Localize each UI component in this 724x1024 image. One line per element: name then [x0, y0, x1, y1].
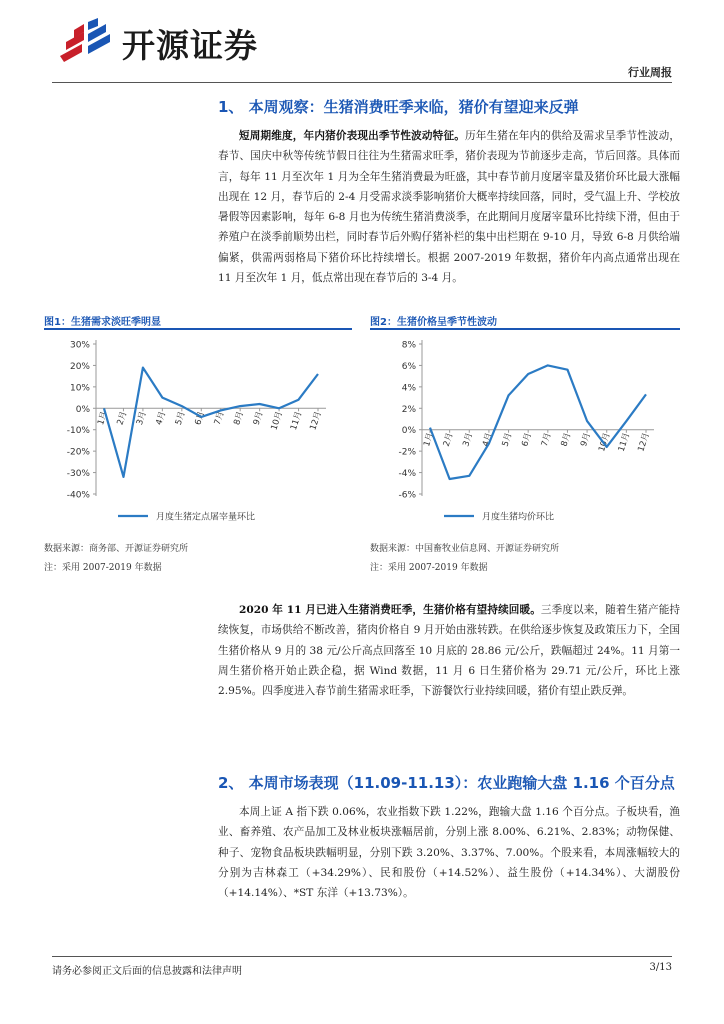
x-tick-label: 12月 [308, 410, 324, 432]
section1-paragraph1 [218, 126, 680, 288]
section1-p2-lead: 2020 年 11 月已进入生猪消费旺季，生猪价格有望持续回暖。 [239, 604, 541, 616]
y-tick-label: 10% [69, 383, 90, 394]
y-tick-label: -6% [398, 490, 416, 501]
x-tick-label: 8月 [559, 431, 574, 448]
section2-title: 2、 本周市场表现（11.09-11.13）：农业跑输大盘 1.16 个百分点 [218, 774, 675, 792]
x-tick-label: 7月 [212, 410, 227, 427]
x-tick-label: 2月 [115, 410, 130, 427]
y-tick-label: -10% [66, 426, 90, 437]
figure2-note: 注：采用 2007-2019 年数据 [370, 563, 488, 573]
x-tick-label: 10月 [597, 431, 613, 454]
figure1-caption: 图1：生猪需求淡旺季明显 [44, 317, 161, 328]
footer-disclaimer: 请务必参阅正文后面的信息披露和法律声明 [52, 966, 242, 977]
y-tick-label: 6% [401, 361, 416, 372]
series-line [430, 365, 646, 479]
y-tick-label: 4% [401, 383, 416, 394]
x-tick-label: 6月 [520, 431, 535, 448]
figure2-caption: 图2：生猪价格呈季节性波动 [370, 317, 497, 328]
x-tick-label: 5月 [500, 431, 515, 448]
x-tick-label: 4月 [480, 431, 495, 448]
x-tick-label: 2月 [441, 431, 456, 448]
y-tick-label: 0% [401, 426, 416, 437]
y-tick-label: -40% [66, 490, 90, 501]
y-tick-label: -20% [66, 447, 90, 458]
legend-label: 月度生猪定点屠宰量环比 [156, 512, 256, 523]
footer-divider [52, 956, 672, 957]
figure1-note: 注：采用 2007-2019 年数据 [44, 563, 162, 573]
section1-title: 1、 本周观察：生猪消费旺季来临，猪价有望迎来反弹 [218, 98, 579, 116]
y-tick-label: 8% [401, 340, 416, 351]
x-tick-label: 11月 [288, 410, 305, 432]
figure1-source: 数据来源：商务部、开源证券研究所 [44, 544, 189, 554]
x-tick-label: 5月 [173, 410, 188, 427]
y-tick-label: 0% [75, 404, 90, 415]
x-tick-label: 10月 [269, 410, 285, 432]
x-tick-label: 12月 [636, 431, 652, 454]
x-tick-label: 8月 [232, 410, 247, 427]
section1-p1-body: 历年生猪在年内的供给及需求呈季节性波动，春节、国庆中秋等传统节假日往往为生猪需求旺季，猪价表现为节前逐步走高，节后回落。具体而言，每年 11 月至次年 1 月为全年生猪消费最为旺盛，其中春节前月度屠宰量及猪价环比最大涨幅出现在 12 月，春节后的 2-4 月受需求淡季影响猪价大概率持续回落，同时，受气温上升、学校放暑假等因素影响，每年 6-8 月也为传统生猪消费淡季，在此期间月度屠宰量环比持续下滑，但由于养殖户在淡季前顺势出栏，同时春节后外购仔猪补栏的集中出栏期在 9-10 月，导致 6-8 月供给端偏紧，供需两弱格局下猪价环比持续增长。根据 2007-2019 年数据，猪价年内高点通常出现在 11 月至次年 1 月，低点常出现在春节后的 3-4 月。 [218, 130, 681, 285]
section1-p1-lead: 短周期维度，年内猪价表现出季节性波动特征。 [239, 130, 465, 142]
y-tick-label: -4% [398, 469, 416, 480]
x-tick-label: 1月 [96, 410, 110, 427]
x-tick-label: 11月 [616, 431, 633, 454]
y-tick-label: -30% [66, 469, 90, 480]
company-logo [60, 18, 116, 62]
x-tick-label: 1月 [422, 431, 436, 448]
figure1-rule [44, 328, 352, 330]
section2-paragraph1: 本周上证 A 指下跌 0.06%，农业指数下跌 1.22%，跑输大盘 1.16 个百分点。子板块看，渔业、畜养殖、农产品加工及林业板块涨幅居前，分别上涨 8.00%、6.21%、2.83%；动物保健、种子、宠物食品板块跌幅明显，分别下跌 3.20%、3.37%、7.00%。个股来看，本周涨幅较大的分别为吉林森工（+34.29%）、民和股份（+14.52%）、益生股份（+14.34%）、大湖股份（+14.14%）、*ST 东洋（+13.73%）。 [218, 806, 680, 900]
y-tick-label: 30% [69, 340, 90, 351]
header-divider [52, 82, 672, 83]
y-tick-label: 2% [401, 404, 416, 415]
x-tick-label: 3月 [134, 410, 149, 427]
x-tick-label: 9月 [251, 410, 266, 427]
y-tick-label: -2% [398, 447, 416, 458]
legend-label: 月度生猪均价环比 [482, 512, 555, 523]
page-number: 3/13 [649, 962, 672, 973]
figure2-rule [370, 328, 680, 330]
section1-paragraph2 [218, 600, 680, 701]
section1-p2-body: 三季度以来，随着生猪产能持续恢复，市场供给不断改善，猪肉价格自 9 月开始由涨转跌。在供给逐步恢复及政策压力下，全国生猪价格从 9 月的 38 元/公斤高点回落至 10 月底的 28.86 元/公斤，跌幅超过 24%。11 月第一周生猪价格开始止跌企稳，据 Wind 数据，11 月 6 日生猪价格为 29.71 元/公斤，环比上涨 2.95%。四季度进入春节前生猪需求旺季，下游餐饮行业持续回暖，猪价有望止跌反弹。 [218, 604, 681, 698]
x-tick-label: 4月 [154, 410, 169, 427]
x-tick-label: 3月 [461, 431, 476, 448]
figure2-source: 数据来源：中国畜牧业信息网、开源证券研究所 [370, 544, 560, 554]
x-tick-label: 9月 [579, 431, 593, 448]
report-type: 行业周报 [628, 66, 672, 79]
logo-mark-icon [60, 18, 116, 62]
x-tick-label: 6月 [193, 410, 208, 427]
figure1-chart [44, 332, 352, 532]
company-name: 开源证券 [122, 26, 258, 65]
x-tick-label: 7月 [539, 431, 554, 448]
figure2-chart [370, 332, 680, 532]
y-tick-label: 20% [69, 361, 90, 372]
